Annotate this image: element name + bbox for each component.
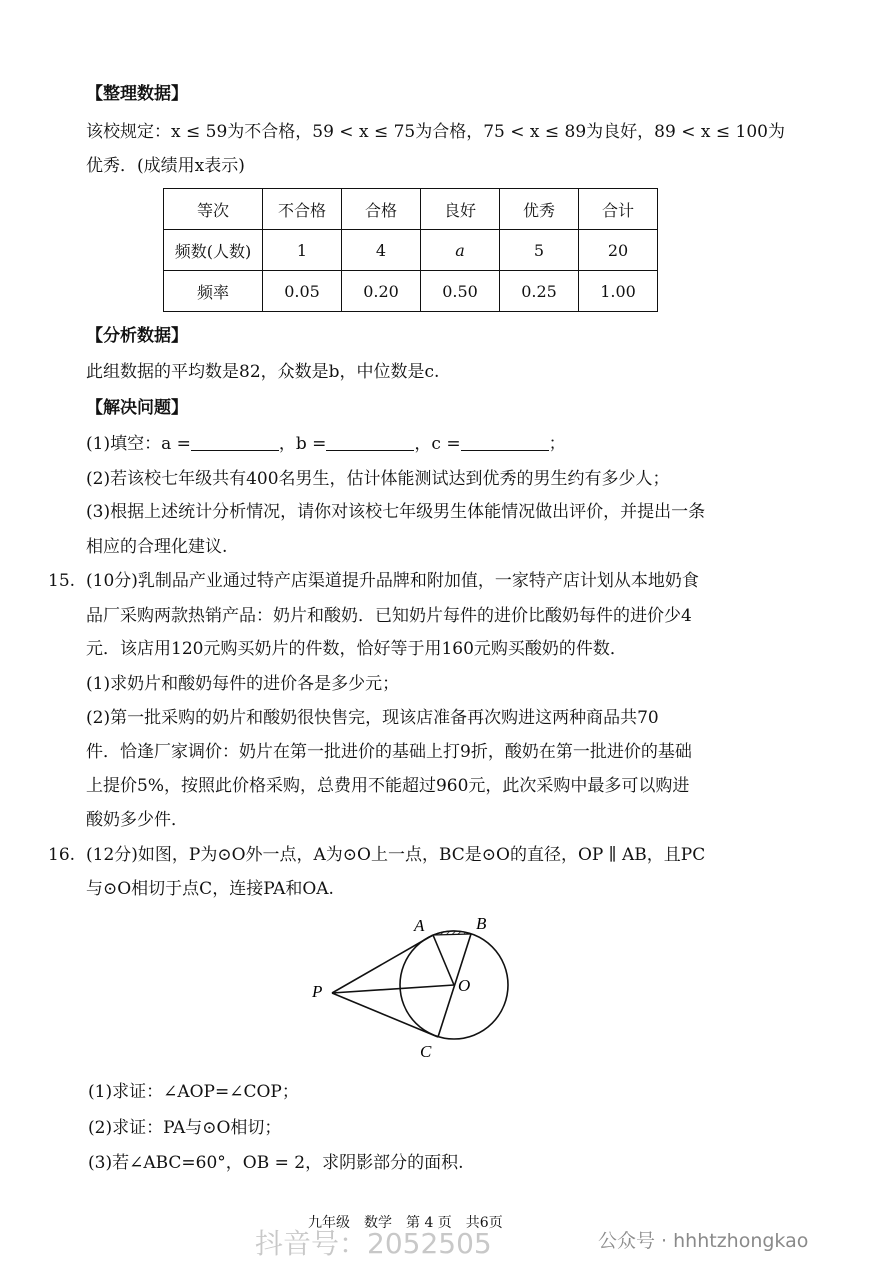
table-header-cell: 优秀 — [500, 189, 579, 230]
table-cell: 1 — [263, 230, 342, 271]
problem-16-number: 16. — [48, 845, 76, 865]
problem-15-line1: (10分)乳制品产业通过特产店渠道提升品牌和附加值，一家特产店计划从本地奶食 — [86, 571, 699, 591]
grading-rule-line1: 该校规定：x ≤ 59为不合格，59 < x ≤ 75为合格，75 < x ≤ 89为良好，89 < x ≤ 100为 — [86, 122, 785, 142]
table-cell: 0.20 — [342, 271, 421, 312]
problem-15-q1: (1)求奶片和酸奶每件的进价各是多少元； — [86, 674, 400, 694]
table-row — [164, 230, 658, 271]
table-row — [164, 271, 658, 312]
problem-16-line2: 与⊙O相切于点C，连接PA和OA. — [86, 879, 334, 899]
table-cell: 0.50 — [421, 271, 500, 312]
table-row-label: 频率 — [164, 271, 263, 312]
q1-end: ； — [548, 434, 566, 454]
problem-15-q2-line2: 件．恰逢厂家调价：奶片在第一批进价的基础上打9折，酸奶在第一批进价的基础 — [86, 742, 692, 762]
segment-po — [332, 985, 454, 993]
table-cell: 20 — [579, 230, 658, 271]
problem-16-q3: (3)若∠ABC=60°，OB = 2，求阴影部分的面积. — [88, 1153, 464, 1173]
section-header-solve: 【解决问题】 — [86, 398, 188, 418]
wechat-watermark: 公众号 · hhhtzhongkao — [598, 1230, 809, 1252]
problem-15-number: 15. — [48, 571, 76, 591]
table-header-cell: 合格 — [342, 189, 421, 230]
point-label-p: P — [312, 982, 323, 1001]
q1-prefix: (1)填空：a = — [86, 434, 191, 454]
segment-ao — [433, 935, 454, 985]
point-label-o: O — [458, 976, 471, 995]
problem-16-line1: (12分)如图，P为⊙O外一点，A为⊙O上一点，BC是⊙O的直径，OP ∥ AB，且PC — [86, 845, 706, 865]
table-header-cell: 等次 — [164, 189, 263, 230]
problem-16-q1: (1)求证：∠AOP=∠COP； — [88, 1082, 299, 1102]
table-cell: 5 — [500, 230, 579, 271]
problem-15-q2-line4: 酸奶多少件． — [86, 810, 188, 830]
douyin-watermark: 抖音号：2052505 — [255, 1227, 492, 1260]
table-header-cell: 合计 — [579, 189, 658, 230]
point-label-b: B — [476, 914, 487, 933]
question-1-fill — [86, 432, 566, 456]
question-2: (2)若该校七年级共有400名男生，估计体能测试达到优秀的男生约有多少人； — [86, 469, 670, 489]
page-footer: 九年级 数学 第 4 页 共6页 — [308, 1215, 503, 1231]
answer-blank-b[interactable] — [326, 432, 414, 451]
geometry-figure — [300, 905, 540, 1065]
table-cell: 0.25 — [500, 271, 579, 312]
problem-15-q2-line1: (2)第一批采购的奶片和酸奶很快售完，现该店准备再次购进这两种商品共70 — [86, 708, 659, 728]
question-3-line2: 相应的合理化建议. — [86, 537, 228, 557]
table-header-cell: 不合格 — [263, 189, 342, 230]
problem-15-line3: 元．该店用120元购买奶片的件数，恰好等于用160元购买酸奶的件数． — [86, 639, 627, 659]
segment-pc — [332, 993, 438, 1037]
answer-blank-c[interactable] — [461, 432, 549, 451]
table-cell: 4 — [342, 230, 421, 271]
table-cell: a — [421, 230, 500, 271]
table-cell: 0.05 — [263, 271, 342, 312]
problem-15-q2-line3: 上提价5%，按照此价格采购，总费用不能超过960元，此次采购中最多可以购进 — [86, 776, 690, 796]
problem-16-q2: (2)求证：PA与⊙O相切； — [88, 1118, 282, 1138]
segment-pa — [332, 935, 433, 993]
q1-b-label: ，b = — [278, 434, 327, 454]
grading-rule-line2: 优秀．(成绩用x表示) — [86, 156, 245, 176]
q1-c-label: ，c = — [414, 434, 461, 454]
problem-15-line2: 品厂采购两款热销产品：奶片和酸奶．已知奶片每件的进价比酸奶每件的进价少4 — [86, 606, 692, 626]
table-header-row — [164, 189, 658, 230]
table-row-label: 频数(人数) — [164, 230, 263, 271]
point-label-a: A — [414, 916, 425, 935]
section-header-analyze: 【分析数据】 — [86, 326, 188, 346]
table-cell: 1.00 — [579, 271, 658, 312]
frequency-table — [163, 188, 658, 312]
section-header-organize: 【整理数据】 — [86, 84, 188, 104]
question-3-line1: (3)根据上述统计分析情况，请你对该校七年级男生体能情况做出评价，并提出一条 — [86, 502, 706, 522]
analyze-text: 此组数据的平均数是82，众数是b，中位数是c. — [86, 362, 440, 382]
answer-blank-a[interactable] — [191, 432, 279, 451]
point-label-c: C — [420, 1042, 432, 1061]
table-header-cell: 良好 — [421, 189, 500, 230]
